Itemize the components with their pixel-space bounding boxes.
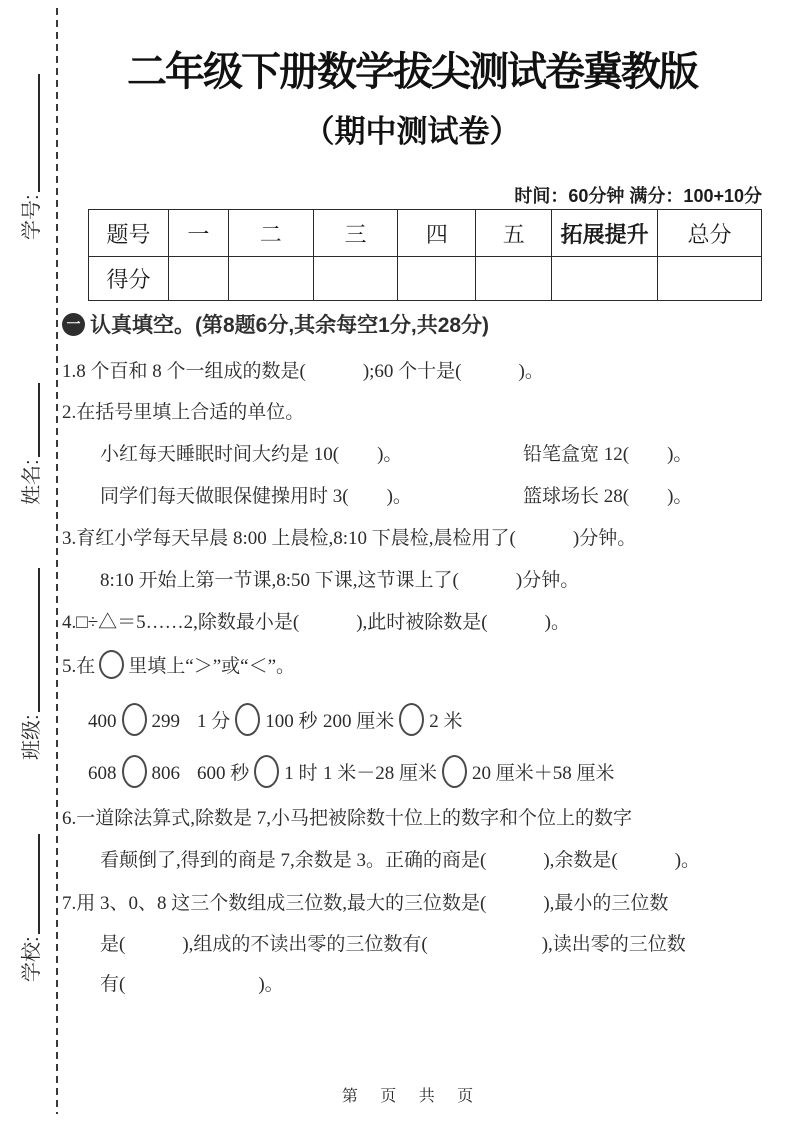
margin-class — [15, 568, 44, 760]
fill-circle-icon — [235, 703, 260, 736]
compare-right: 20 厘米＋58 厘米 — [472, 763, 615, 784]
compare-left: 1 分 — [197, 711, 231, 732]
student-no-label: 学号: — [21, 194, 43, 240]
header-section-3: 三 — [313, 210, 398, 257]
fill-circle-icon — [399, 703, 424, 736]
score-table-score-row — [89, 257, 762, 301]
fill-circle-icon — [442, 755, 467, 788]
question-2-row1-left: 小红每天睡眠时间大约是 10( )。 — [100, 444, 403, 465]
header-section-2: 二 — [228, 210, 313, 257]
compare-left: 200 厘米 — [323, 711, 395, 732]
q5-compare-item — [197, 755, 318, 788]
time-score-info: 时间：60分钟 满分：100+10分 — [514, 186, 762, 206]
question-2-row1-right: 铅笔盒宽 12( )。 — [523, 444, 693, 465]
compare-left: 1 米－28 厘米 — [323, 763, 438, 784]
class-blank-line — [38, 568, 40, 712]
q5-compare-item — [197, 703, 318, 736]
score-cell-1 — [168, 257, 228, 301]
q5-compare-item — [88, 755, 180, 788]
header-question-no: 题号 — [89, 210, 169, 257]
header-extension: 拓展提升 — [552, 210, 658, 257]
score-cell-total — [658, 257, 762, 301]
name-blank-line — [38, 383, 40, 457]
question-6-line1: 6.一道除法算式,除数是 7,小马把被除数十位上的数字和个位上的数字 — [62, 808, 633, 829]
binding-cut-line — [56, 8, 58, 1114]
class-label: 班级: — [21, 714, 43, 760]
score-row-label: 得分 — [89, 257, 169, 301]
compare-right: 2 米 — [429, 711, 463, 732]
question-4: 4.□÷△＝5……2,除数最小是( ),此时被除数是( )。 — [62, 612, 570, 633]
section-1-number-badge: 一 — [62, 313, 85, 336]
score-cell-5 — [476, 257, 552, 301]
compare-left: 608 — [88, 763, 117, 784]
section-1-title: 认真填空。(第8题6分,其余每空1分,共28分) — [90, 314, 490, 337]
margin-name — [15, 383, 44, 505]
question-2-row2-left: 同学们每天做眼保健操用时 3( )。 — [100, 486, 412, 507]
score-table — [88, 209, 762, 301]
score-cell-2 — [228, 257, 313, 301]
q5-compare-item — [323, 755, 615, 788]
question-1: 1.8 个百和 8 个一组成的数是( );60 个十是( )。 — [62, 361, 544, 382]
margin-school — [15, 834, 44, 982]
fill-circle-icon — [99, 650, 124, 679]
compare-right: 299 — [151, 711, 180, 732]
page-footer: 第 页 共 页 — [341, 1088, 483, 1105]
score-table-header-row — [89, 210, 762, 257]
q5-compare-item — [323, 703, 463, 736]
name-label: 姓名: — [21, 459, 43, 505]
school-blank-line — [38, 834, 40, 934]
student-no-blank-line — [38, 74, 40, 192]
paper-content — [62, 0, 762, 1122]
compare-right: 1 时 — [284, 763, 318, 784]
compare-right: 100 秒 — [265, 711, 318, 732]
header-total: 总分 — [658, 210, 762, 257]
score-cell-3 — [313, 257, 398, 301]
header-section-1: 一 — [168, 210, 228, 257]
question-5-prefix: 5.在 — [62, 656, 96, 677]
question-7-line3: 有( )。 — [100, 974, 284, 995]
header-section-5: 五 — [476, 210, 552, 257]
q5-compare-item — [88, 703, 180, 736]
margin-student-no — [15, 74, 44, 240]
score-cell-4 — [398, 257, 476, 301]
fill-circle-icon — [122, 703, 147, 736]
question-3-line2: 8:10 开始上第一节课,8:50 下课,这节课上了( )分钟。 — [100, 570, 580, 591]
question-2-row2-right: 篮球场长 28( )。 — [523, 486, 693, 507]
compare-left: 400 — [88, 711, 117, 732]
question-3-line1: 3.育红小学每天早晨 8:00 上晨检,8:10 下晨检,晨检用了( )分钟。 — [62, 528, 637, 549]
question-6-line2: 看颠倒了,得到的商是 7,余数是 3。正确的商是( ),余数是( )。 — [100, 850, 701, 871]
school-label: 学校: — [21, 936, 43, 982]
fill-circle-icon — [122, 755, 147, 788]
header-section-4: 四 — [398, 210, 476, 257]
compare-left: 600 秒 — [197, 763, 250, 784]
question-2-intro: 2.在括号里填上合适的单位。 — [62, 402, 305, 423]
question-5-intro — [62, 650, 295, 679]
score-cell-extension — [552, 257, 658, 301]
page-title: 二年级下册数学拔尖测试卷冀教版 — [127, 50, 697, 94]
question-7-line1: 7.用 3、0、8 这三个数组成三位数,最大的三位数是( ),最小的三位数 — [62, 893, 669, 914]
question-7-line2: 是( ),组成的不读出零的三位数有( ),读出零的三位数 — [100, 934, 686, 955]
fill-circle-icon — [254, 755, 279, 788]
section-1-header — [62, 309, 489, 339]
question-5-suffix: 里填上“＞”或“＜”。 — [128, 656, 295, 677]
page-subtitle: （期中测试卷） — [303, 114, 521, 149]
compare-right: 806 — [151, 763, 180, 784]
